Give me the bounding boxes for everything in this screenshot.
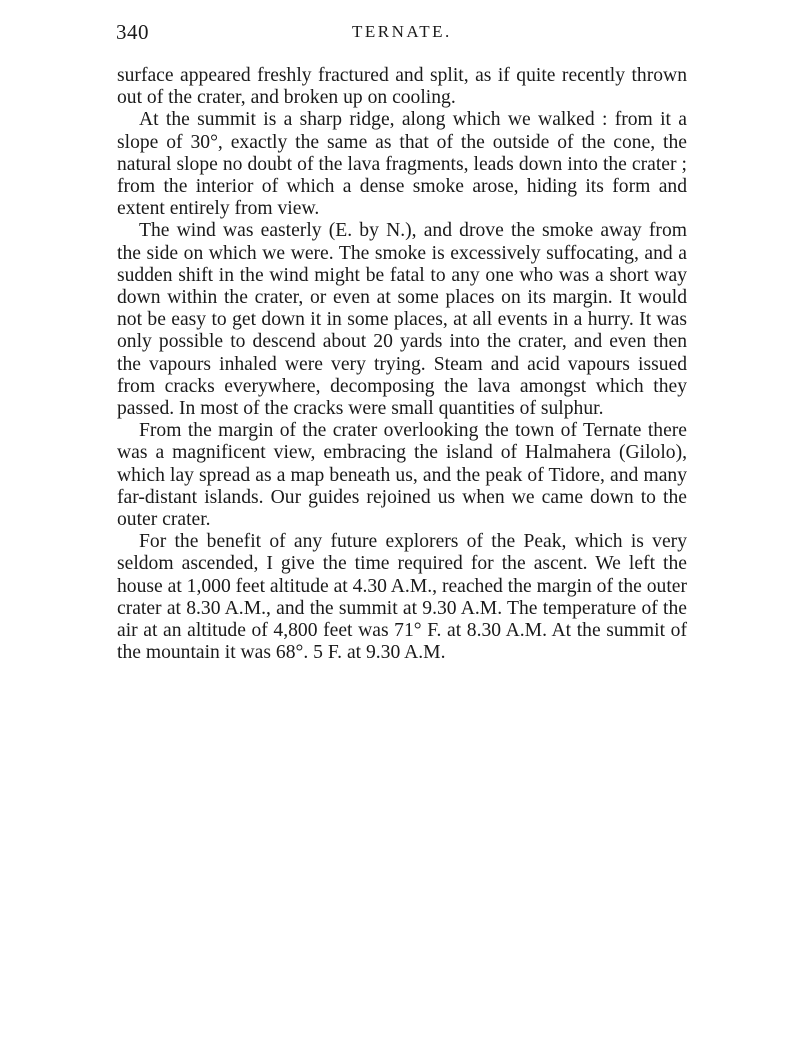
paragraph-wind-smoke: The wind was easterly (E. by N.), and drove the smoke away from the side on which we were. The smoke is excessively suffocating, and a sudden shift in the wind might be fatal to any one who was a short way down within the crater, or even at some places on its margin. It would not be easy to get down it in some places, at all events in a hurry. It was only possible to descend about 20 yards into the crater, and even then the vapours inhaled were very trying. Steam and acid vapours issued from cracks everywhere, decomposing the lava amongst which they passed. In most of the cracks were small quantities of sulphur.: [117, 220, 687, 420]
running-head: TERNATE.: [352, 22, 452, 41]
paragraph-summit-ridge: At the summit is a sharp ridge, along which we walked : from it a slope of 30°, exactly the same as that of the outside of the cone, the natural slope no doubt of the lava fragments, leads down into the crater ; from the interior of which a dense smoke arose, hiding its form and extent entirely from view.: [117, 109, 687, 220]
body-text: [117, 65, 687, 664]
page-number: 340: [116, 20, 149, 44]
paragraph-view: From the margin of the crater overlooking the town of Ternate there was a magnificent view, embracing the island of Halmahera (Gilolo), which lay spread as a map beneath us, and the peak of Tidore, and many far-distant islands. Our guides rejoined us when we came down to the outer crater.: [117, 420, 687, 531]
paragraph-ascent-times: For the benefit of any future explorers of the Peak, which is very seldom ascended, I give the time required for the ascent. We left the house at 1,000 feet altitude at 4.30 A.M., reached the margin of the outer crater at 8.30 A.M., and the summit at 9.30 A.M. The temperature of the air at an altitude of 4,800 feet was 71° F. at 8.30 A.M. At the summit of the mountain it was 68°. 5 F. at 9.30 A.M.: [117, 531, 687, 664]
paragraph-continuation: surface appeared freshly fractured and split, as if quite recently thrown out of the crater, and broken up on cooling.: [117, 65, 687, 109]
